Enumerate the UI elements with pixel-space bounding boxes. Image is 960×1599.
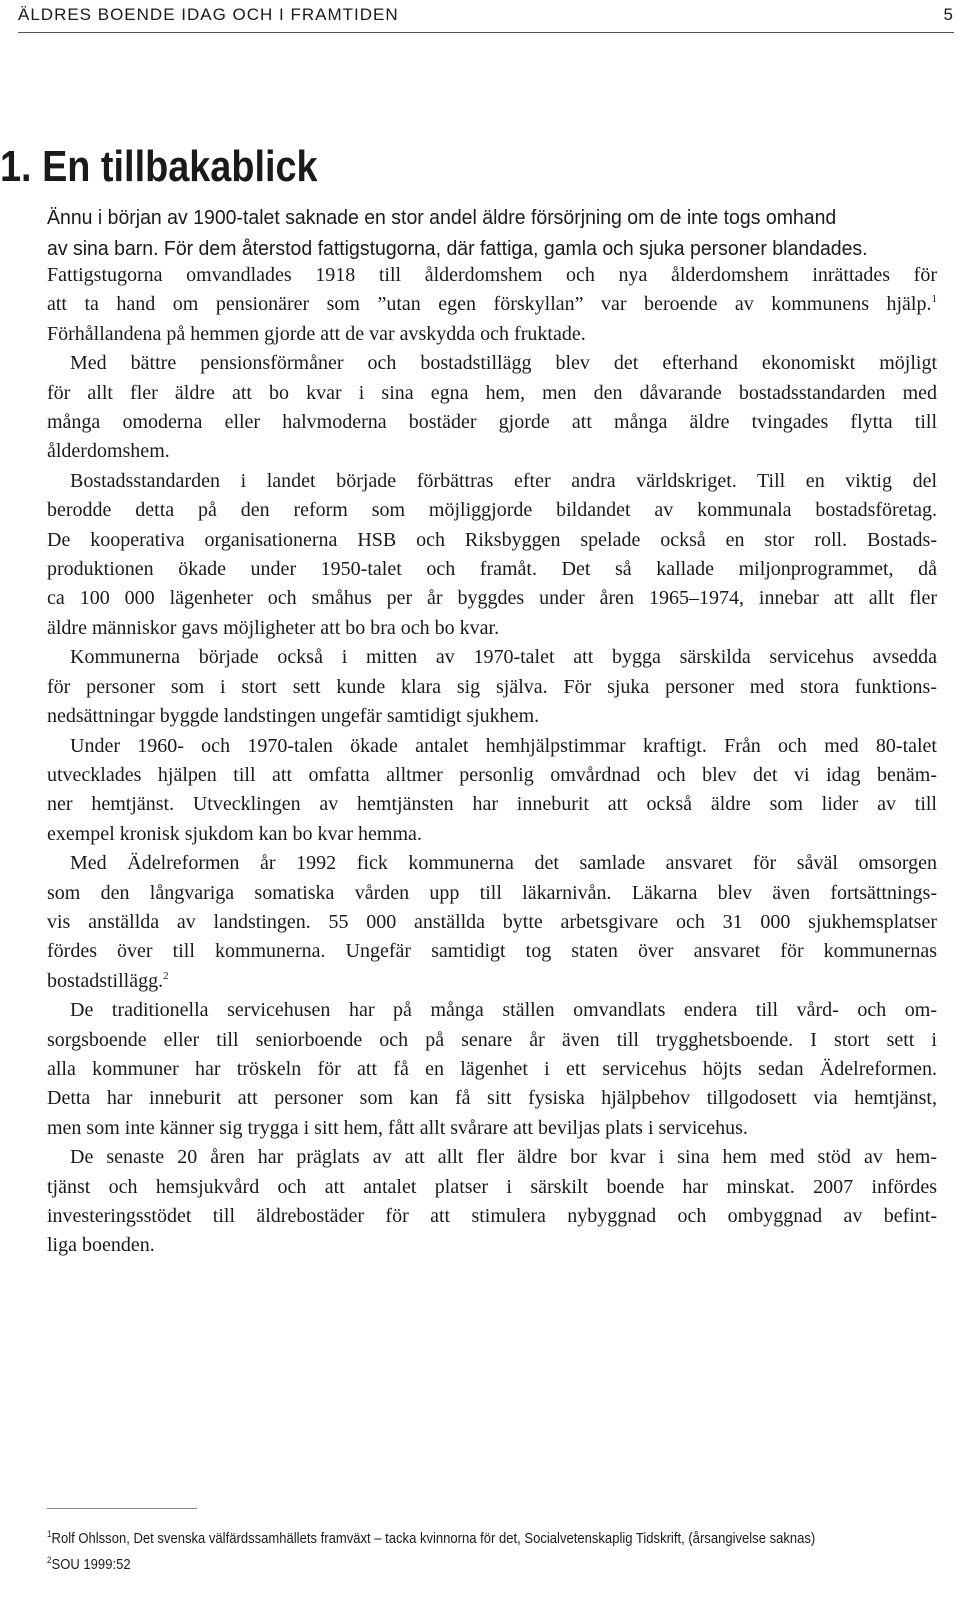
running-title: ÄLDRES BOENDE IDAG OCH I FRAMTIDEN [18,5,399,24]
body-line: Förhållandena på hemmen gjorde att de var avskydda och fruktade. [47,322,586,345]
footnote [47,1526,857,1552]
body-line: ålderdomshem. [47,440,170,463]
body-line: för allt fler äldre att bo kvar i sina egna hem, men den dåvarande bostadsstandarden med [47,381,937,404]
footnote-divider [47,1508,197,1509]
body-line: liga boenden. [47,1234,155,1257]
body-line: Under 1960- och 1970-talen ökade antalet hemhjälpstimmar kraftigt. Från och med 80-talet [70,734,937,757]
body-line: alla kommuner har tröskeln för att få en lägenhet i ett servicehus höjts sedan Ädelreformen. [47,1057,937,1080]
body-line: exempel kronisk sjukdom kan bo kvar hemma. [47,822,422,845]
footnote-ref: 2 [163,969,169,982]
body-line: ner hemtjänst. Utvecklingen av hemtjänsten har inneburit att också äldre som lider av till [47,793,937,816]
intro-line: av sina barn. För dem återstod fattigstugorna, där fattiga, gamla och sjuka personer blandades. [47,236,868,260]
body-line: vis anställda av landstingen. 55 000 anställda bytte arbetsgivare och 31 000 sjukhemsplatser [47,910,937,933]
body-line: nedsättningar byggde landstingen ungefär samtidigt sjukhem. [47,705,540,728]
body-line: utvecklades hjälpen till att omfatta alltmer personlig omvårdnad och blev det vi idag benäm- [47,763,937,786]
intro-line: Ännu i början av 1900-talet saknade en stor andel äldre försörjning om de inte togs omhand [47,206,837,229]
body-line [47,290,937,319]
body-line-text: bostadstillägg. [47,969,164,992]
footnote-text: SOU 1999:52 [51,1557,131,1573]
body-line: berodde detta på den reform som möjliggjorde bildandet av kommunala bostadsföretag. [47,499,937,522]
body-line [47,967,937,996]
body-line: Med bättre pensionsförmåner och bostadstillägg blev det efterhand ekonomiskt möjligt [70,352,937,375]
body-line: sorgsboende eller till seniorboende och på senare år även till trygghetsboende. I stort sett i [47,1028,937,1051]
body-line: Kommunerna började också i mitten av 1970-talet att bygga särskilda servicehus avsedda [70,646,937,669]
chapter-heading: 1. En tillbakablick [0,142,318,191]
body-line: men som inte känner sig trygga i sitt hem, fått allt svårare att beviljas plats i servicehus. [47,1116,748,1139]
body-line: Fattigstugorna omvandlades 1918 till ålderdomshem och nya ålderdomshem inrättades för [47,264,937,286]
footnote-mark: 1 [47,1529,52,1539]
running-header [18,0,954,30]
footnote-text: Rolf Ohlsson, Det svenska välfärdssamhällets framväxt – tacka kvinnorna för det, Socialvetenskaplig Tidskrift, (årsangivelse saknas) [51,1531,816,1547]
body-line: De traditionella servicehusen har på många ställen omvandlats endera till vård- och om- [70,999,937,1022]
body-line: tjänst och hemsjukvård och att antalet platser i särskilt boende har minskat. 2007 infördes [47,1175,937,1198]
body-line: äldre människor gavs möjligheter att bo bra och bo kvar. [47,616,500,639]
body-line: som den långvariga somatiska vården upp till läkarnivån. Läkarna blev även fortsättnings- [47,881,937,904]
body-line: De senaste 20 åren har präglats av att allt fler äldre bor kvar i sina hem med stöd av hem- [70,1146,937,1169]
intro-paragraph [47,203,931,264]
body-line: Bostadsstandarden i landet började förbättras efter andra världskriget. Till en viktig del [70,469,937,492]
footnote-mark: 2 [47,1555,52,1565]
body-line: produktionen ökade under 1950-talet och framåt. Det så kallade miljonprogrammet, då [47,558,937,581]
body-line: fördes över till kommunerna. Ungefär samtidigt tog staten över ansvaret för kommunernas [47,940,937,963]
body-line: många omoderna eller halvmoderna bostäder gjorde att många äldre tvingades flytta till [47,411,937,434]
body-line: Med Ädelreformen år 1992 fick kommunerna det samlade ansvaret för såväl omsorgen [70,852,937,875]
body-line: ca 100 000 lägenheter och småhus per år byggdes under åren 1965–1974, innebar att allt fler [47,587,937,610]
body-line-text: att ta hand om pensionärer som ”utan egen förskyllan” var beroende av kommunens hjälp. [47,293,932,316]
body-text [47,261,947,1261]
body-line: investeringsstödet till äldrebostäder för att stimulera nybyggnad och ombyggnad av befint- [47,1205,937,1227]
footnote-ref: 1 [931,293,937,306]
footnote [47,1552,857,1578]
page-number: 5 [943,5,954,24]
header-divider [18,32,954,33]
body-line: Detta har inneburit att personer som kan få sitt fysiska hjälpbehov tillgodosett via hemtjänst, [47,1087,937,1110]
body-line: De kooperativa organisationerna HSB och Riksbyggen spelade också en stor roll. Bostads- [47,528,937,551]
body-line: för personer som i stort sett kunde klara sig själva. För sjuka personer med stora funktions- [47,675,937,698]
footnotes [47,1526,857,1578]
